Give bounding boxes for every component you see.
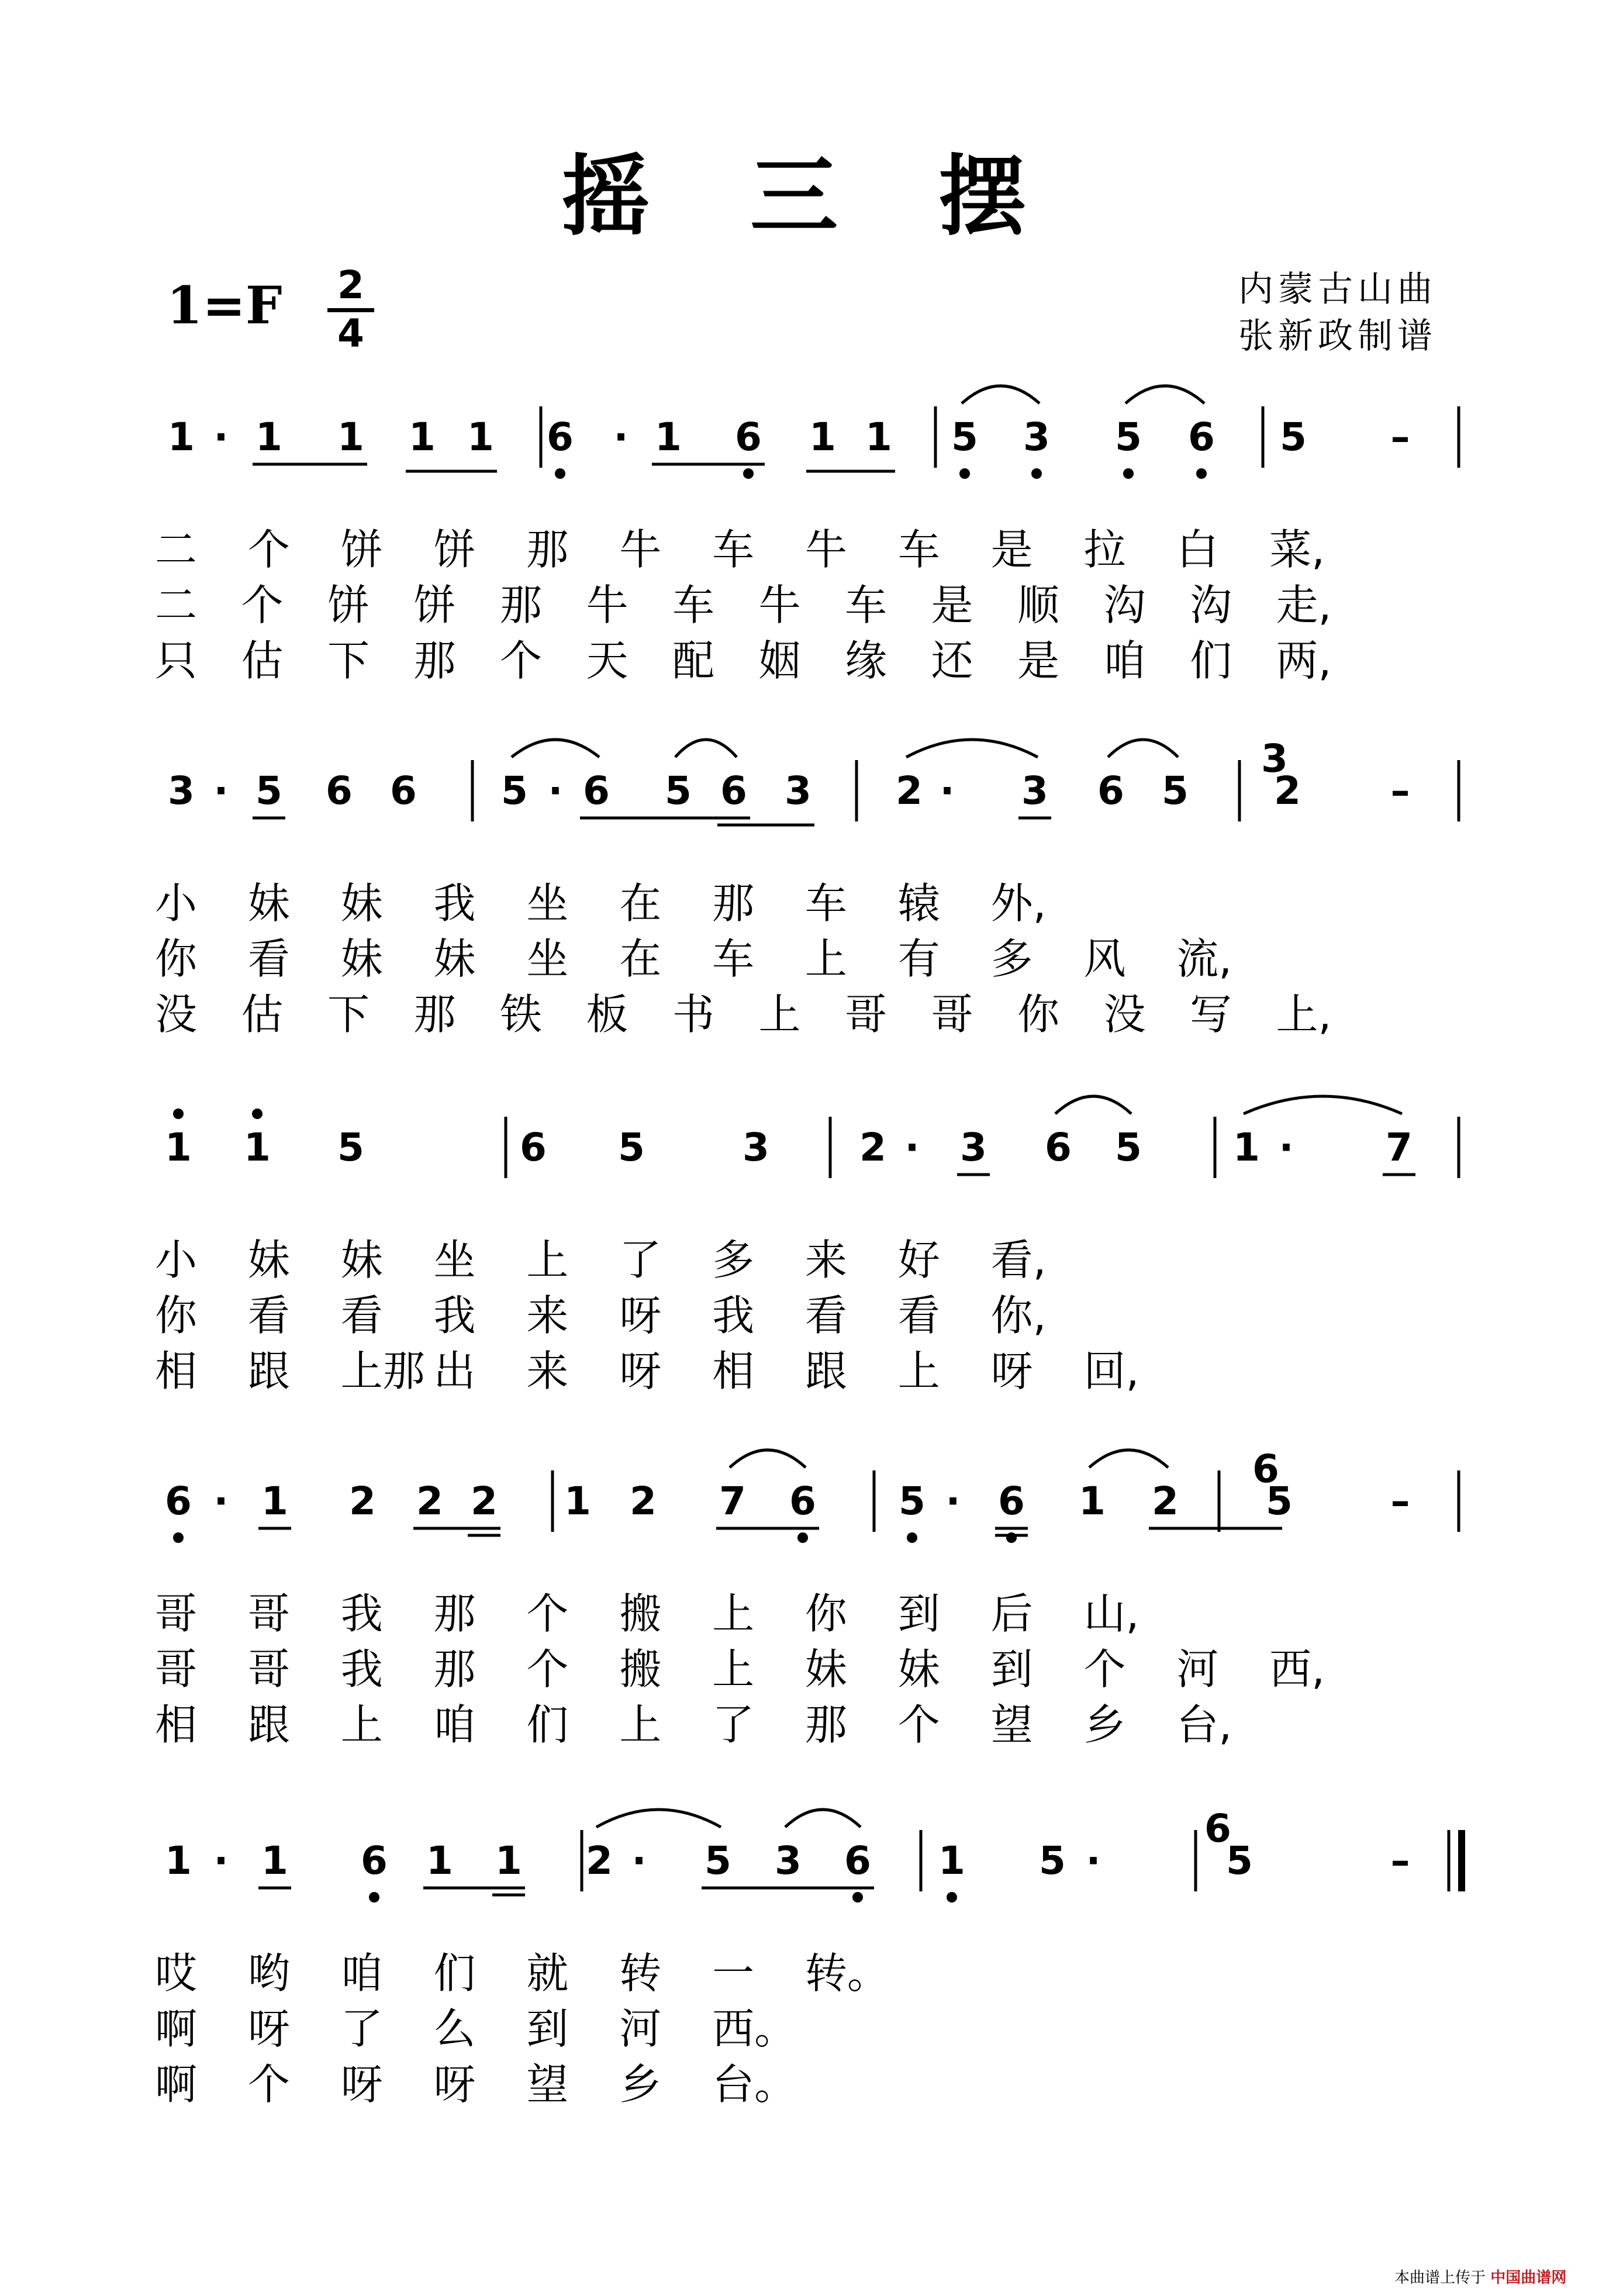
lyric-syllable: 两, bbox=[1276, 636, 1332, 685]
slur bbox=[1108, 740, 1178, 757]
slur bbox=[1055, 1096, 1131, 1114]
low-octave-dot bbox=[959, 468, 970, 479]
slur bbox=[596, 1810, 721, 1827]
note: 5 bbox=[665, 768, 692, 813]
lyric-syllable: 哥 bbox=[247, 1589, 290, 1638]
lyric-syllable: 没 bbox=[1103, 990, 1146, 1039]
lyric-syllable: 看 bbox=[247, 934, 290, 983]
lyric-syllable: 个 bbox=[526, 1645, 569, 1694]
lyric-syllable: 西, bbox=[1269, 1645, 1325, 1694]
lyric-syllable: 你, bbox=[990, 1291, 1047, 1340]
note: 6 bbox=[165, 1479, 192, 1524]
lyric-syllable: 么 bbox=[433, 2004, 476, 2053]
low-octave-dot bbox=[1006, 1532, 1017, 1543]
lyric-syllable: 二 bbox=[155, 581, 198, 630]
note: 6 bbox=[583, 768, 610, 813]
lyric-syllable: 出 bbox=[433, 1346, 476, 1396]
lyric-syllable: 辕 bbox=[897, 879, 940, 928]
lyric-syllable: 看 bbox=[340, 1291, 383, 1340]
lyric-syllable: 到 bbox=[526, 2004, 569, 2053]
note: 6 bbox=[326, 768, 353, 813]
lyric-syllable: 后 bbox=[990, 1589, 1033, 1638]
lyric-syllable: 转 bbox=[619, 1949, 662, 1998]
lyric-syllable: 你 bbox=[155, 934, 198, 983]
footer-credit bbox=[1394, 2266, 1566, 2287]
note: 3 bbox=[168, 768, 195, 813]
lyric-syllable: 小 bbox=[155, 879, 198, 928]
lyric-syllable: 坐 bbox=[526, 879, 569, 928]
high-octave-dot bbox=[252, 1109, 263, 1119]
lyric-syllable: 呀 bbox=[433, 2060, 476, 2109]
footer-site: 中国曲谱网 bbox=[1490, 2269, 1567, 2287]
note: 5 bbox=[1115, 1125, 1142, 1170]
lyric-syllable: 乡 bbox=[1083, 1700, 1126, 1749]
high-octave-dot bbox=[173, 1109, 184, 1119]
note: 1 bbox=[564, 1479, 591, 1524]
low-octave-dot bbox=[555, 468, 565, 479]
low-octave-dot bbox=[1123, 468, 1134, 479]
note: 6 bbox=[361, 1838, 388, 1883]
low-octave-dot bbox=[743, 468, 754, 479]
augmentation-dot: · bbox=[613, 415, 629, 460]
note: 3 bbox=[960, 1125, 987, 1170]
augmentation-dot: · bbox=[904, 1125, 920, 1170]
lyric-syllable: 搬 bbox=[619, 1645, 662, 1694]
lyric-syllable: 顺 bbox=[1017, 581, 1060, 630]
credit-origin: 内蒙古山曲 bbox=[1238, 269, 1437, 310]
lyric-syllable: 上 bbox=[804, 934, 847, 983]
lyric-syllable: 估 bbox=[241, 990, 284, 1039]
lyric-syllable: 哥 bbox=[845, 990, 888, 1039]
note: 3 bbox=[1023, 415, 1050, 460]
lyric-syllable: 沟 bbox=[1103, 581, 1146, 630]
lyric-syllable: 望 bbox=[526, 2060, 569, 2109]
lyric-syllable: 写 bbox=[1190, 990, 1232, 1039]
lyric-syllable: 那 bbox=[413, 636, 456, 685]
lyric-syllable: 那 bbox=[433, 1645, 476, 1694]
lyric-syllable: 们 bbox=[433, 1949, 476, 1998]
lyric-syllable: 咱 bbox=[433, 1700, 476, 1749]
augmentation-dot: · bbox=[213, 415, 229, 460]
note: 1 bbox=[255, 415, 282, 460]
lyric-syllable: 饼 bbox=[413, 581, 456, 630]
low-octave-dot bbox=[1196, 468, 1207, 479]
lyric-syllable: 妹 bbox=[247, 1235, 290, 1285]
lyric-syllable: 哥 bbox=[247, 1645, 290, 1694]
lyric-syllable: 饼 bbox=[340, 525, 383, 574]
note: 6 bbox=[1188, 415, 1215, 460]
lyric-syllable: 跟 bbox=[804, 1346, 847, 1396]
lyric-syllable: 看 bbox=[804, 1291, 847, 1340]
lyric-syllable: 是 bbox=[931, 581, 973, 630]
lyric-syllable: 下 bbox=[327, 636, 370, 685]
lyric-syllable: 个 bbox=[1083, 1645, 1126, 1694]
lyric-syllable: 咱 bbox=[1103, 636, 1146, 685]
note: 6 bbox=[520, 1125, 547, 1170]
lyric-syllable: 上 bbox=[712, 1645, 755, 1694]
footer-text: 本曲谱上传于 bbox=[1394, 2269, 1486, 2287]
lyric-syllable: 望 bbox=[990, 1700, 1033, 1749]
note: 5 bbox=[951, 415, 978, 460]
augmentation-dot: · bbox=[1086, 1838, 1101, 1883]
augmentation-dot: · bbox=[548, 768, 563, 813]
lyric-syllable: 个 bbox=[526, 1589, 569, 1638]
note: 5 bbox=[618, 1125, 645, 1170]
note: 3 bbox=[743, 1125, 769, 1170]
lyric-syllable: 是 bbox=[1017, 636, 1060, 685]
lyric-syllable: 来 bbox=[804, 1235, 847, 1285]
lyric-syllable: 车 bbox=[845, 581, 888, 630]
note: 6 bbox=[735, 415, 762, 460]
lyric-syllable: 饼 bbox=[327, 581, 370, 630]
lyric-syllable: 哥 bbox=[155, 1645, 198, 1694]
lyric-syllable: 估 bbox=[241, 636, 284, 685]
note: 2 bbox=[471, 1479, 498, 1524]
lyric-syllable: 那 bbox=[804, 1700, 847, 1749]
augmentation-dot: · bbox=[213, 1838, 229, 1883]
lyric-syllable: 下 bbox=[327, 990, 370, 1039]
sustain-dash: – bbox=[1390, 768, 1410, 813]
note: 6 bbox=[547, 415, 574, 460]
lyric-syllable: 小 bbox=[155, 1235, 198, 1285]
lyric-syllable: 车 bbox=[672, 581, 715, 630]
lyric-syllable: 姻 bbox=[758, 636, 801, 685]
note: 1 bbox=[244, 1125, 271, 1170]
lyric-syllable: 上 bbox=[619, 1700, 662, 1749]
lyric-syllable: 上 bbox=[897, 1346, 940, 1396]
lyric-syllable: 了 bbox=[712, 1700, 755, 1749]
lyric-syllable: 你 bbox=[804, 1589, 847, 1638]
lyric-syllable: 呀 bbox=[619, 1291, 662, 1340]
lyric-syllable: 了 bbox=[340, 2004, 383, 2053]
lyric-syllable: 在 bbox=[619, 879, 662, 928]
lyric-syllable: 车 bbox=[804, 879, 847, 928]
lyric-syllable: 车 bbox=[712, 525, 755, 574]
key-signature: 1=F bbox=[167, 275, 282, 336]
note: 2 bbox=[896, 768, 923, 813]
lyric-syllable: 转。 bbox=[804, 1949, 889, 1998]
lyric-syllable: 书 bbox=[672, 990, 715, 1039]
lyric-syllable: 妹 bbox=[433, 934, 476, 983]
lyric-syllable: 相 bbox=[155, 1346, 198, 1396]
note: 5 bbox=[1039, 1838, 1066, 1883]
lyric-syllable: 妹 bbox=[804, 1645, 847, 1694]
slur bbox=[675, 740, 737, 757]
lyric-syllable: 呀 bbox=[340, 2060, 383, 2109]
lyric-syllable: 哎 bbox=[155, 1949, 198, 1998]
note: 6 bbox=[720, 768, 747, 813]
lyric-syllable: 妹 bbox=[340, 879, 383, 928]
lyric-syllable: 到 bbox=[897, 1589, 940, 1638]
low-octave-dot bbox=[797, 1532, 808, 1543]
lyric-syllable: 流, bbox=[1176, 934, 1232, 983]
lyric-syllable: 们 bbox=[1190, 636, 1232, 685]
augmentation-dot: · bbox=[1279, 1125, 1294, 1170]
note: 5 bbox=[1226, 1838, 1253, 1883]
note: 2 bbox=[349, 1479, 376, 1524]
note: 5 bbox=[899, 1479, 926, 1524]
lyric-syllable: 个 bbox=[247, 525, 290, 574]
lyric-syllable: 相 bbox=[155, 1700, 198, 1749]
lyric-syllable: 我 bbox=[712, 1291, 755, 1340]
slur bbox=[906, 740, 1038, 757]
lyric-syllable: 饼 bbox=[433, 525, 476, 574]
lyric-syllable: 妹 bbox=[247, 879, 290, 928]
note: 2 bbox=[1274, 768, 1301, 813]
lyric-syllable: 配 bbox=[672, 636, 715, 685]
note: 1 bbox=[938, 1838, 965, 1883]
lyric-syllable: 还 bbox=[931, 636, 973, 685]
lyric-syllable: 那 bbox=[500, 581, 543, 630]
lyric-syllable: 那 bbox=[526, 525, 569, 574]
credit-arranger: 张新政制谱 bbox=[1238, 316, 1437, 357]
lyric-syllable: 山, bbox=[1083, 1589, 1139, 1638]
note: 1 bbox=[409, 415, 436, 460]
augmentation-dot: · bbox=[631, 1838, 647, 1883]
note: 6 bbox=[390, 768, 417, 813]
lyric-syllable: 车 bbox=[712, 934, 755, 983]
note: 1 bbox=[165, 1125, 192, 1170]
note: 5 bbox=[1266, 1479, 1293, 1524]
note: 6 bbox=[1097, 768, 1124, 813]
lyric-syllable: 走, bbox=[1276, 581, 1332, 630]
augmentation-dot: · bbox=[940, 768, 955, 813]
lyric-syllable: 拉 bbox=[1083, 525, 1126, 574]
lyric-syllable: 二 bbox=[155, 525, 198, 574]
note: 1 bbox=[1233, 1125, 1260, 1170]
note: 3 bbox=[785, 768, 811, 813]
lyric-syllable: 个 bbox=[500, 636, 543, 685]
lyric-syllable: 相 bbox=[712, 1346, 755, 1396]
lyric-syllable: 上那 bbox=[340, 1346, 425, 1396]
lyric-syllable: 沟 bbox=[1190, 581, 1232, 630]
slur bbox=[1244, 1096, 1402, 1114]
lyric-syllable: 咱 bbox=[340, 1949, 383, 1998]
low-octave-dot bbox=[947, 1892, 957, 1903]
note: 6 bbox=[1252, 1446, 1279, 1491]
note: 1 bbox=[1079, 1479, 1106, 1524]
lyric-syllable: 我 bbox=[433, 879, 476, 928]
sustain-dash: – bbox=[1390, 1479, 1410, 1524]
note: 3 bbox=[1021, 768, 1048, 813]
song-title: 摇 三 摆 bbox=[561, 145, 1062, 248]
lyric-syllable: 缘 bbox=[845, 636, 888, 685]
lyric-syllable: 西。 bbox=[712, 2004, 797, 2053]
note: 1 bbox=[809, 415, 836, 460]
note: 1 bbox=[865, 415, 892, 460]
note: 6 bbox=[844, 1838, 871, 1883]
note: 5 bbox=[501, 768, 528, 813]
note: 2 bbox=[859, 1125, 886, 1170]
low-octave-dot bbox=[852, 1892, 863, 1903]
lyric-syllable: 多 bbox=[990, 934, 1033, 983]
note: 3 bbox=[775, 1838, 802, 1883]
augmentation-dot: · bbox=[945, 1479, 961, 1524]
augmentation-dot: · bbox=[213, 1479, 229, 1524]
lyric-syllable: 你 bbox=[155, 1291, 198, 1340]
lyric-syllable: 铁 bbox=[500, 990, 543, 1039]
note: 6 bbox=[1045, 1125, 1072, 1170]
slur bbox=[1089, 1450, 1168, 1468]
lyric-syllable: 呀 bbox=[990, 1346, 1033, 1396]
note: 5 bbox=[1115, 415, 1142, 460]
augmentation-dot: · bbox=[213, 768, 229, 813]
lyric-syllable: 好 bbox=[897, 1235, 940, 1285]
lyric-syllable: 牛 bbox=[804, 525, 847, 574]
low-octave-dot bbox=[1031, 468, 1042, 479]
lyric-syllable: 坐 bbox=[526, 934, 569, 983]
low-octave-dot bbox=[369, 1892, 379, 1903]
time-signature-numerator: 2 bbox=[327, 266, 374, 312]
lyric-syllable: 妹 bbox=[340, 934, 383, 983]
lyric-syllable: 有 bbox=[897, 934, 940, 983]
lyric-syllable: 外, bbox=[990, 879, 1047, 928]
slur bbox=[1125, 386, 1204, 403]
lyric-syllable: 妹 bbox=[897, 1645, 940, 1694]
lyric-syllable: 上 bbox=[758, 990, 801, 1039]
note: 6 bbox=[789, 1479, 816, 1524]
note: 3 bbox=[1261, 736, 1288, 781]
note: 1 bbox=[261, 1479, 288, 1524]
lyric-syllable: 哟 bbox=[247, 1949, 290, 1998]
lyric-syllable: 是 bbox=[990, 525, 1033, 574]
lyric-syllable: 风 bbox=[1083, 934, 1126, 983]
note: 7 bbox=[719, 1479, 746, 1524]
lyric-syllable: 个 bbox=[897, 1700, 940, 1749]
low-octave-dot bbox=[173, 1532, 184, 1543]
lyric-syllable: 啊 bbox=[155, 2060, 198, 2109]
lyric-syllable: 板 bbox=[586, 990, 629, 1039]
lyric-syllable: 牛 bbox=[619, 525, 662, 574]
lyric-syllable: 到 bbox=[990, 1645, 1033, 1694]
lyric-syllable: 来 bbox=[526, 1346, 569, 1396]
slur bbox=[785, 1810, 861, 1827]
lyric-syllable: 跟 bbox=[247, 1346, 290, 1396]
lyric-syllable: 没 bbox=[155, 990, 198, 1039]
lyric-syllable: 坐 bbox=[433, 1235, 476, 1285]
note: 2 bbox=[416, 1479, 443, 1524]
note: 6 bbox=[1204, 1806, 1231, 1851]
lyric-syllable: 就 bbox=[526, 1949, 569, 1998]
lyric-syllable: 了 bbox=[619, 1235, 662, 1285]
sustain-dash: – bbox=[1390, 415, 1410, 460]
lyric-syllable: 台, bbox=[1176, 1700, 1232, 1749]
lyric-syllable: 在 bbox=[619, 934, 662, 983]
lyric-syllable: 你 bbox=[1017, 990, 1060, 1039]
lyric-syllable: 看 bbox=[897, 1291, 940, 1340]
lyric-syllable: 上 bbox=[712, 1589, 755, 1638]
slur bbox=[730, 1450, 806, 1468]
low-octave-dot bbox=[907, 1532, 917, 1543]
note: 1 bbox=[337, 415, 364, 460]
lyric-syllable: 我 bbox=[340, 1589, 383, 1638]
lyric-syllable: 那 bbox=[413, 990, 456, 1039]
note: 1 bbox=[261, 1838, 288, 1883]
lyric-syllable: 那 bbox=[433, 1589, 476, 1638]
slur bbox=[962, 386, 1040, 403]
note: 6 bbox=[998, 1479, 1025, 1524]
lyric-syllable: 跟 bbox=[247, 1700, 290, 1749]
lyric-syllable: 河 bbox=[619, 2004, 662, 2053]
lyric-syllable: 呀 bbox=[247, 2004, 290, 2053]
lyric-syllable: 我 bbox=[433, 1291, 476, 1340]
lyric-syllable: 河 bbox=[1176, 1645, 1219, 1694]
lyric-syllable: 一 bbox=[712, 1949, 755, 1998]
note: 5 bbox=[705, 1838, 731, 1883]
lyric-syllable: 那 bbox=[712, 879, 755, 928]
note: 1 bbox=[165, 1838, 192, 1883]
note: 1 bbox=[467, 415, 494, 460]
lyric-syllable: 个 bbox=[241, 581, 284, 630]
lyric-syllable: 回, bbox=[1083, 1346, 1139, 1396]
note: 2 bbox=[1152, 1479, 1179, 1524]
lyric-syllable: 哥 bbox=[931, 990, 973, 1039]
lyric-syllable: 菜, bbox=[1269, 525, 1325, 574]
time-signature-denominator: 4 bbox=[337, 311, 364, 356]
lyric-syllable: 只 bbox=[155, 636, 198, 685]
lyric-syllable: 妹 bbox=[340, 1235, 383, 1285]
lyric-syllable: 呀 bbox=[619, 1346, 662, 1396]
lyric-syllable: 上 bbox=[340, 1700, 383, 1749]
lyric-syllable: 搬 bbox=[619, 1589, 662, 1638]
lyric-syllable: 个 bbox=[247, 2060, 290, 2109]
sustain-dash: – bbox=[1390, 1838, 1410, 1883]
lyric-syllable: 看 bbox=[247, 1291, 290, 1340]
lyric-syllable: 看, bbox=[990, 1235, 1047, 1285]
slur bbox=[512, 740, 599, 757]
note: 5 bbox=[337, 1125, 364, 1170]
lyric-syllable: 车 bbox=[897, 525, 940, 574]
note: 5 bbox=[1280, 415, 1307, 460]
lyric-syllable: 乡 bbox=[619, 2060, 662, 2109]
note: 5 bbox=[255, 768, 282, 813]
note: 2 bbox=[586, 1838, 613, 1883]
lyric-syllable: 上 bbox=[526, 1235, 569, 1285]
lyric-syllable: 多 bbox=[712, 1235, 755, 1285]
lyric-syllable: 们 bbox=[526, 1700, 569, 1749]
note: 1 bbox=[168, 415, 195, 460]
lyric-syllable: 哥 bbox=[155, 1589, 198, 1638]
lyric-syllable: 上, bbox=[1276, 990, 1332, 1039]
note: 5 bbox=[1162, 768, 1189, 813]
note: 1 bbox=[495, 1838, 522, 1883]
lyric-syllable: 牛 bbox=[586, 581, 629, 630]
lyric-syllable: 白 bbox=[1176, 525, 1219, 574]
lyric-syllable: 牛 bbox=[758, 581, 801, 630]
lyric-syllable: 台。 bbox=[712, 2060, 797, 2109]
note: 1 bbox=[426, 1838, 453, 1883]
note: 7 bbox=[1386, 1125, 1413, 1170]
lyric-syllable: 来 bbox=[526, 1291, 569, 1340]
lyric-syllable: 我 bbox=[340, 1645, 383, 1694]
lyric-syllable: 天 bbox=[586, 636, 629, 685]
lyric-syllable: 啊 bbox=[155, 2004, 198, 2053]
note: 1 bbox=[655, 415, 682, 460]
note: 2 bbox=[630, 1479, 657, 1524]
